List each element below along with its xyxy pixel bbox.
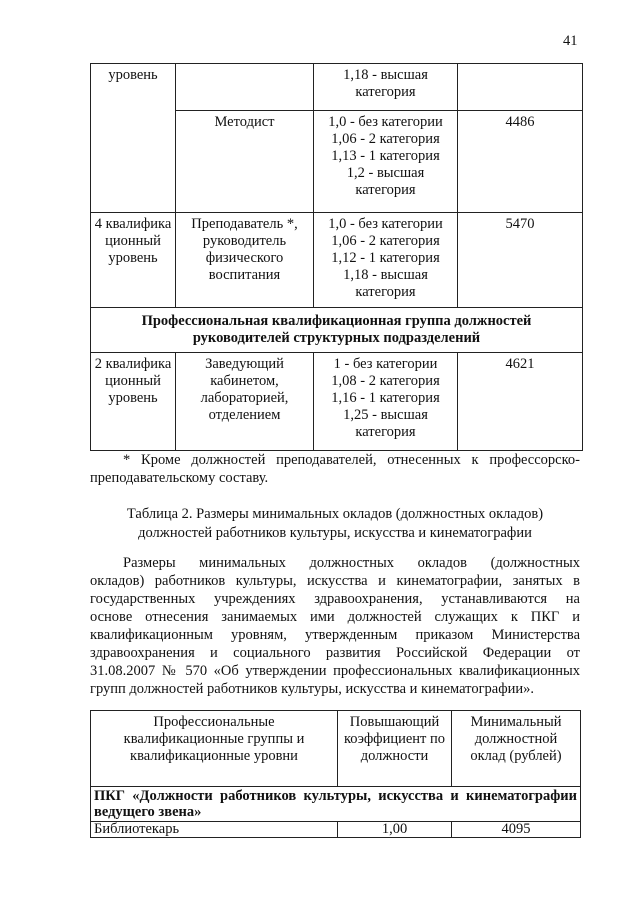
group-row (91, 787, 581, 822)
group-header: Профессиональная квалификационная группа должностей руководителей структурных подразделений (91, 308, 583, 353)
table-row (91, 353, 583, 451)
page-number: 41 (563, 33, 578, 49)
position-cell: Библиотекарь (91, 822, 338, 838)
group-header-row (91, 308, 583, 353)
coef-cell: 1,00 (338, 822, 452, 838)
salary-cell: 4095 (452, 822, 581, 838)
header-row (91, 711, 581, 787)
footnote: * Кроме должностей преподавателей, отнесенных к профессорско- преподавательскому составу. (90, 452, 580, 486)
salary-cell (458, 64, 583, 111)
position-cell (176, 64, 314, 111)
position-cell: Методист (176, 111, 314, 213)
level-cell: 4 квалифика ционный уровень (91, 213, 176, 308)
salary-table-2 (90, 710, 581, 838)
header-coef: Повышающий коэффициент по должности (338, 711, 452, 787)
salary-table-1 (90, 63, 583, 451)
group-label: ПКГ «Должности работников культуры, искусства и кинематографии ведущего звена» (91, 787, 581, 822)
coef-cell: 1,0 - без категории 1,06 - 2 категория 1,12 - 1 категория 1,18 - высшая категория (314, 213, 458, 308)
table-row (91, 213, 583, 308)
coef-cell: 1 - без категории 1,08 - 2 категория 1,16 - 1 категория 1,25 - высшая категория (314, 353, 458, 451)
level-cell: 2 квалифика ционный уровень (91, 353, 176, 451)
header-salary: Минимальный должностной оклад (рублей) (452, 711, 581, 787)
position-cell: Преподаватель *, руководитель физического воспитания (176, 213, 314, 308)
position-cell: Заведующий кабинетом, лабораторией, отделением (176, 353, 314, 451)
header-groups: Профессиональные квалификационные группы и квалификационные уровни (91, 711, 338, 787)
table-row (91, 64, 583, 111)
table-row (91, 822, 581, 838)
table-caption: Таблица 2. Размеры минимальных окладов (должностных окладов) должностей работников культуры, искусства и кинематографии (126, 506, 544, 541)
coef-cell: 1,0 - без категории 1,06 - 2 категория 1,13 - 1 категория 1,2 - высшая категория (314, 111, 458, 213)
coef-cell: 1,18 - высшая категория (314, 64, 458, 111)
salary-cell: 4486 (458, 111, 583, 213)
level-cell: уровень (91, 64, 176, 213)
salary-cell: 4621 (458, 353, 583, 451)
salary-cell: 5470 (458, 213, 583, 308)
body-paragraph: Размеры минимальных должностных окладов (должностных окладов) работников культуры, искусства и кинематографии, занятых в государственных учреждениях здравоохранения, устанавливаются на основе отнесения занимаемых ими должностей служащих к ПКГ и квалификационным уровням, утвержденным приказом Министерства здравоохранения и социального развития Российской Федерации от 31.08.2007 № 570 «Об утверждении профессиональных квалификационных групп должностей работников культуры, искусства и кинематографии». (90, 555, 580, 697)
